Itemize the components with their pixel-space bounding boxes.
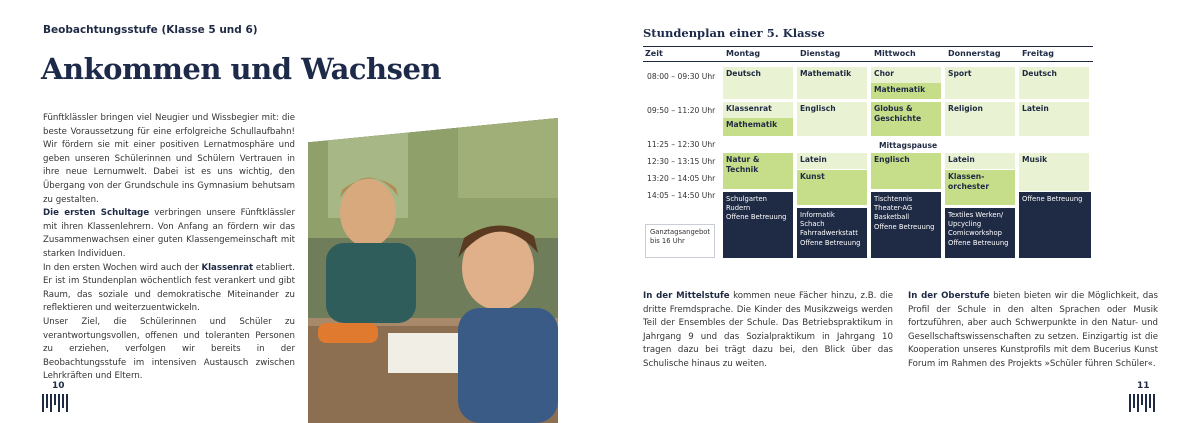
cell-dienstag-3a: Latein (797, 153, 867, 169)
header-montag: Montag (726, 49, 761, 58)
intro-paragraph-4: Unser Ziel, die Schülerinnen und Schüler zu verantwortungsvollen, offenen und toleranten Personen zu erziehen, verfolgen wir bereits in der Beobachtungsstufe im intensiven Austausch zwischen Lehrkräften und Eltern. (43, 316, 295, 382)
cell-freitag-1: Deutsch (1019, 67, 1089, 99)
cell-freitag-2: Latein (1019, 102, 1089, 136)
time-slot: 08:00 – 09:30 Uhr (647, 72, 716, 81)
time-slot: 13:20 – 14:05 Uhr (647, 174, 716, 183)
page-number-right: 11 (1137, 381, 1150, 391)
cell-montag-3: Natur & Technik (723, 153, 793, 189)
page-number-left: 10 (52, 381, 65, 391)
page-headline: Ankommen und Wachsen (41, 52, 442, 86)
cell-donnerstag-1: Sport (945, 67, 1015, 99)
all-day-offer-label: Ganztagsangebot bis 16 Uhr (645, 224, 715, 258)
cell-freitag-ag: Offene Betreuung (1019, 192, 1091, 258)
header-freitag: Freitag (1022, 49, 1055, 58)
cell-dienstag-ag: Informatik Schach Fahrradwerkstatt Offene Betreuung (797, 208, 867, 258)
intro-paragraph-2: Die ersten Schultage verbringen unsere Fünftklässler mit ihren Klassenlehrern. Von Anfang an fördern wir das Zusammenwachsen einer guten Klassengemeinschaft mit starken Individuen. (43, 208, 295, 259)
time-slot: 14:05 – 14:50 Uhr (647, 191, 716, 200)
cell-mittwoch-1a: Chor (871, 67, 941, 83)
timetable-header (643, 46, 1093, 62)
cell-montag-ag: Schulgarten Rudern Offene Betreuung (723, 192, 793, 258)
cell-donnerstag-ag: Textiles Werken/ Upcycling Comicworkshop Offene Betreuung (945, 208, 1015, 258)
cell-dienstag-2: Englisch (797, 102, 867, 136)
cell-donnerstag-3a: Latein (945, 153, 1015, 169)
timetable-title: Stundenplan einer 5. Klasse (643, 26, 825, 40)
cell-montag-2a: Klassenrat (723, 102, 793, 118)
intro-paragraph-1: Fünftklässler bringen viel Neugier und Wissbegier mit: die beste Voraussetzung für eine erfolgreiche Schullaufbahn! Wir fördern sie mit einer positiven Lernatmosphäre und geben unseren Schülerinnen und Schülern Vertrauen in ihre neue Lernumwelt. Dabei ist es uns wichtig, den Übergang von der Grundschule ins Gymnasium behutsam zu gestalten. (43, 113, 295, 205)
time-slot: 12:30 – 13:15 Uhr (647, 157, 716, 166)
oberstufe-text: In der Oberstufe bieten bieten wir die Möglichkeit, das Profil der Schule in den alten Sprachen oder Musik fortzuführen, aber auch Schwerpunkte in den Natur- und Gesellschaftswissenschaften zu setzen. Einzigartig ist die Kooperation unseres Kunstprofils mit dem Bucerius Kunst Forum im Rahmen des Projekts »Schüler führen Schüler«. (908, 291, 1159, 369)
intro-paragraph-3: In den ersten Wochen wird auch der Klassenrat etabliert. Er ist im Stundenplan wöchentlich fest verankert und gibt Raum, das soziale und demokratische Miteinander zu reflektieren und weiterzuentwickeln. (43, 262, 296, 314)
cell-mittwoch-2: Globus & Geschichte (871, 102, 941, 136)
timetable (643, 46, 1093, 260)
header-dienstag: Dienstag (800, 49, 841, 58)
header-mittwoch: Mittwoch (874, 49, 916, 58)
cell-freitag-3: Musik (1019, 153, 1089, 191)
students-photo (308, 118, 558, 423)
lunch-break-label: Mittagspause (879, 141, 938, 150)
time-slot: 11:25 – 12:30 Uhr (647, 140, 716, 149)
intro-text (43, 112, 295, 384)
time-slot: 09:50 – 11:20 Uhr (647, 106, 716, 115)
cell-mittwoch-1b: Mathematik (871, 83, 941, 99)
section-kicker: Beobachtungsstufe (Klasse 5 und 6) (43, 24, 258, 36)
cell-mittwoch-3: Englisch (871, 153, 941, 189)
mittelstufe-text: In der Mittelstufe kommen neue Fächer hinzu, z.B. die dritte Fremdsprache. Die Kinder des Musikzweigs werden Teil der Ensembles der Schule. Das Betriebspraktikum in Jahrgang 9 und das Sozialpraktikum in Jahrgang 10 tragen dazu bei trägt dazu bei, den Blick über das Schulische hinaus zu weiten. (643, 291, 893, 369)
cell-dienstag-3b: Kunst (797, 170, 867, 205)
cell-montag-2b: Mathematik (723, 118, 793, 136)
school-logo-left (42, 394, 68, 412)
cell-montag-1: Deutsch (723, 67, 793, 99)
header-zeit: Zeit (645, 49, 663, 58)
cell-donnerstag-3b: Klassen-orchester (945, 170, 1015, 205)
school-logo-right (1129, 394, 1155, 412)
header-donnerstag: Donnerstag (948, 49, 1001, 58)
cell-donnerstag-2: Religion (945, 102, 1015, 136)
cell-dienstag-1: Mathematik (797, 67, 867, 99)
cell-mittwoch-ag: Tischtennis Theater-AG Basketball Offene Betreuung (871, 192, 941, 258)
